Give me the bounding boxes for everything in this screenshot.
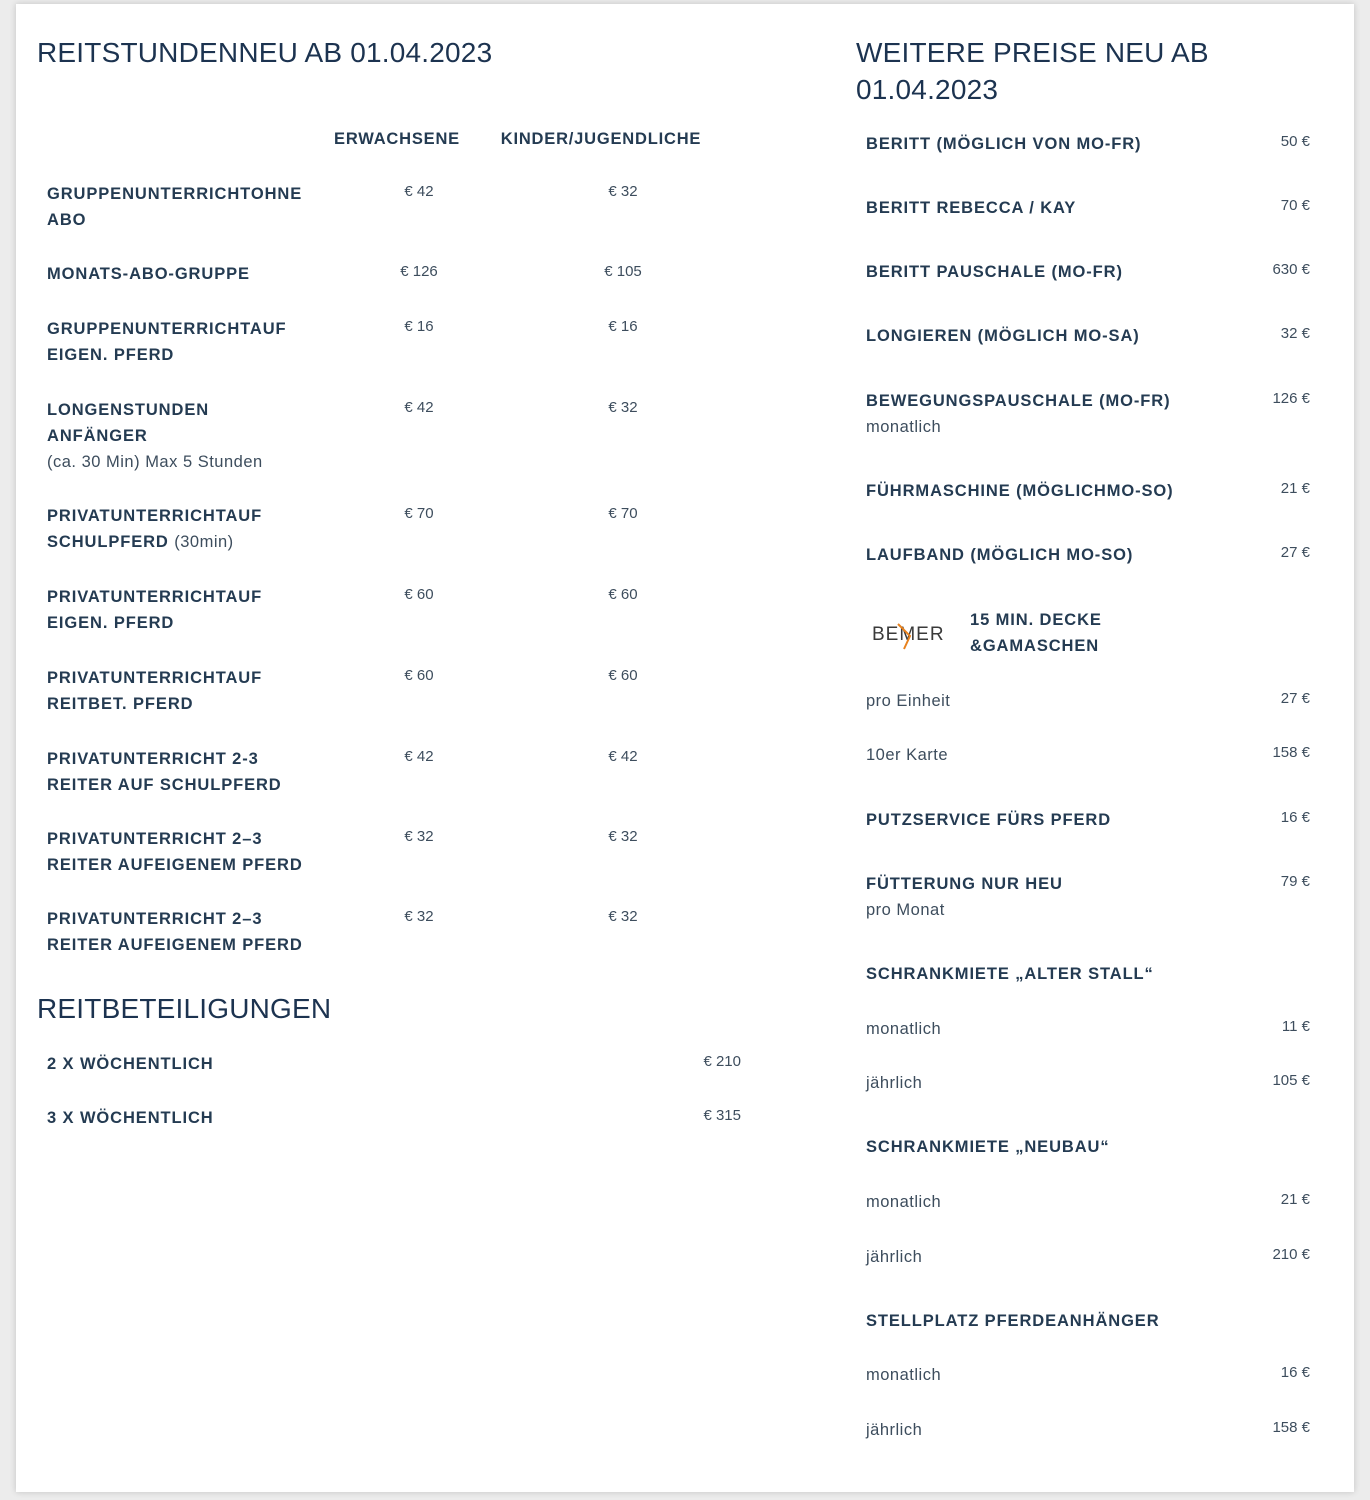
- child-price: € 42: [608, 748, 638, 765]
- adult-price: € 16: [404, 318, 434, 335]
- lesson-row-label: PRIVATUNTERRICHTAUF EIGEN. PFERD: [47, 588, 263, 632]
- service-label: BERITT PAUSCHALE (MO-FR): [866, 263, 1123, 281]
- service-price: 630 €: [1272, 261, 1310, 278]
- rental-group-title: STELLPLATZ PFERDEANHÄNGER: [866, 1312, 1160, 1330]
- child-price: € 60: [608, 586, 638, 603]
- service-note: pro Monat: [866, 901, 945, 919]
- lesson-row-label: PRIVATUNTERRICHT 2–3 REITER AUFEIGENEM PFERD: [47, 830, 303, 874]
- adult-price: € 32: [404, 828, 434, 845]
- lesson-row-label: PRIVATUNTERRICHT 2-3 REITER AUF SCHULPFERD: [47, 750, 282, 794]
- lesson-row-label: PRIVATUNTERRICHTAUF REITBET. PFERD: [47, 669, 263, 713]
- service-label: FÜHRMASCHINE (MÖGLICHMO-SO): [866, 482, 1174, 500]
- bemer-card-label: 10er Karte: [866, 746, 949, 764]
- service-label: BEWEGUNGSPAUSCHALE (MO-FR): [866, 392, 1171, 410]
- share-row-label: 3 X WÖCHENTLICH: [47, 1109, 214, 1127]
- share-row-label: 2 X WÖCHENTLICH: [47, 1055, 214, 1073]
- lesson-row-label: MONATS-ABO-GRUPPE: [47, 265, 250, 283]
- share-price: € 315: [703, 1107, 741, 1124]
- child-price: € 32: [608, 183, 638, 200]
- bemer-unit-label: pro Einheit: [866, 692, 951, 710]
- lesson-row-note: (30min): [174, 533, 234, 551]
- yearly-price: 105 €: [1272, 1072, 1310, 1089]
- service-label: LAUFBAND (MÖGLICH MO-SO): [866, 546, 1134, 564]
- service-price: 79 €: [1280, 873, 1310, 890]
- monthly-label: monatlich: [866, 1366, 942, 1384]
- adult-price: € 42: [404, 748, 434, 765]
- service-label: BERITT REBECCA / KAY: [866, 199, 1077, 217]
- yearly-price: 210 €: [1272, 1246, 1310, 1263]
- child-price: € 105: [604, 263, 642, 280]
- service-label: PUTZSERVICE FÜRS PFERD: [866, 811, 1112, 829]
- child-price: € 32: [608, 828, 638, 845]
- adult-price: € 32: [404, 908, 434, 925]
- child-price: € 16: [608, 318, 638, 335]
- service-price: 50 €: [1280, 133, 1310, 150]
- service-note: monatlich: [866, 418, 942, 436]
- yearly-price: 158 €: [1272, 1419, 1310, 1436]
- service-label: BERITT (MÖGLICH VON MO-FR): [866, 135, 1142, 153]
- bemer-logo: [856, 616, 952, 650]
- column-header-adults: ERWACHSENE: [334, 130, 460, 148]
- adult-price: € 126: [400, 263, 438, 280]
- service-label: LONGIEREN (MÖGLICH MO-SA): [866, 327, 1140, 345]
- bemer-unit-price: 27 €: [1280, 690, 1310, 707]
- lesson-row-note: (ca. 30 Min) Max 5 Stunden: [47, 453, 263, 471]
- lesson-row-label: PRIVATUNTERRICHT 2–3 REITER AUFEIGENEM PFERD: [47, 910, 303, 954]
- child-price: € 32: [608, 399, 638, 416]
- monthly-price: 16 €: [1280, 1364, 1310, 1381]
- monthly-label: monatlich: [866, 1193, 942, 1211]
- service-price: 126 €: [1272, 390, 1310, 407]
- share-price: € 210: [703, 1053, 741, 1070]
- column-header-children: KINDER/JUGENDLICHE: [500, 130, 702, 148]
- lesson-row-label: GRUPPENUNTERRICHTAUF EIGEN. PFERD: [47, 320, 287, 364]
- adult-price: € 70: [404, 505, 434, 522]
- adult-price: € 60: [404, 667, 434, 684]
- adult-price: € 42: [404, 399, 434, 416]
- child-price: € 70: [608, 505, 638, 522]
- yearly-label: jährlich: [866, 1421, 923, 1439]
- service-label: FÜTTERUNG NUR HEU: [866, 875, 1063, 893]
- child-price: € 60: [608, 667, 638, 684]
- other-prices-title: WEITERE PREISE NEU AB 01.04.2023: [856, 37, 1209, 105]
- service-price: 27 €: [1280, 544, 1310, 561]
- yearly-label: jährlich: [866, 1248, 923, 1266]
- lesson-row-label: LONGENSTUNDEN ANFÄNGER: [47, 401, 210, 445]
- rental-group-title: SCHRANKMIETE „ALTER STALL“: [866, 965, 1154, 983]
- lesson-row-label: GRUPPENUNTERRICHTOHNE ABO: [47, 185, 303, 229]
- monthly-price: 21 €: [1280, 1191, 1310, 1208]
- svg-text:BEMER: BEMER: [872, 624, 945, 645]
- child-price: € 32: [608, 908, 638, 925]
- rental-group-title: SCHRANKMIETE „NEUBAU“: [866, 1138, 1110, 1156]
- lessons-title: REITSTUNDENNEU AB 01.04.2023: [37, 37, 493, 68]
- monthly-price: 11 €: [1281, 1018, 1310, 1035]
- service-price: 70 €: [1280, 197, 1310, 214]
- bemer-label: 15 MIN. DECKE &GAMASCHEN: [970, 611, 1102, 655]
- service-price: 32 €: [1280, 325, 1310, 342]
- shares-title: REITBETEILIGUNGEN: [37, 993, 332, 1024]
- adult-price: € 60: [404, 586, 434, 603]
- monthly-label: monatlich: [866, 1020, 942, 1038]
- lesson-row-label: PRIVATUNTERRICHTAUF SCHULPFERD (30min): [47, 507, 263, 551]
- yearly-label: jährlich: [866, 1074, 923, 1092]
- adult-price: € 42: [404, 183, 434, 200]
- service-price: 21 €: [1280, 480, 1310, 497]
- bemer-card-price: 158 €: [1272, 744, 1310, 761]
- service-price: 16 €: [1280, 809, 1310, 826]
